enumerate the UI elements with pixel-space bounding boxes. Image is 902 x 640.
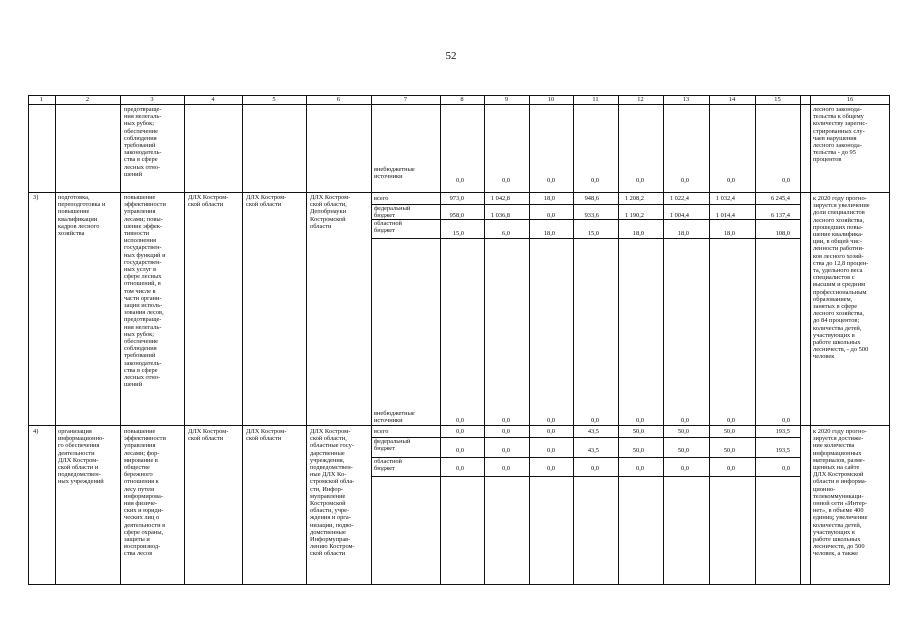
header-cell: 5	[272, 96, 276, 103]
col-divider	[573, 95, 574, 585]
col-divider	[242, 95, 243, 585]
col-divider	[371, 95, 372, 585]
row4-value: 0,0	[502, 428, 510, 435]
col-divider	[618, 95, 619, 585]
col-divider	[800, 95, 801, 585]
cont-value: 0,0	[547, 177, 555, 184]
row4-coexecutor: ДЛХ Костром- ской области	[246, 428, 287, 443]
row3-coexecutor: ДЛХ Костром- ской области	[246, 194, 287, 209]
row-divider	[28, 192, 890, 193]
header-cell: 10	[547, 96, 555, 103]
row3-value: 0,0	[591, 417, 599, 424]
row3-value: 6 137,4	[770, 212, 790, 219]
row4-value: 0,0	[547, 447, 555, 454]
row3-source-label: всего	[374, 195, 389, 202]
col-divider	[755, 95, 756, 585]
row3-value: 948,6	[584, 195, 599, 202]
row3-value: 0,0	[502, 417, 510, 424]
cont-value: 0,0	[456, 177, 464, 184]
header-cell: 12	[637, 96, 644, 103]
row4-activity: организация информационно- го обеспечения деятельности ДЛХ Костром- ской области и подведомствен- ных учреждений	[58, 428, 105, 486]
row3-value: 18,0	[723, 230, 735, 237]
row4-value: 0,0	[547, 465, 555, 472]
row3-value: 18,0	[677, 230, 689, 237]
col-divider	[306, 95, 307, 585]
header-cell: 16	[846, 96, 854, 103]
col-divider	[529, 95, 530, 585]
row3-value: 1 208,2	[624, 195, 644, 202]
row4-value: 50,0	[632, 428, 644, 435]
subrow-divider	[371, 204, 800, 205]
col-divider	[484, 95, 485, 585]
header-cell: 11	[592, 96, 599, 103]
cont-objective: предотвраще- ния нелегаль- ных рубок; обеспечение соблюдения требований законодатель- ства в сфере лесных отно- шений	[124, 106, 162, 178]
row4-source-label: всего	[374, 428, 389, 435]
row4-value: 0,0	[456, 465, 464, 472]
cont-value: 0,0	[727, 177, 735, 184]
row4-value: 0,0	[456, 447, 464, 454]
row3-value: 1 014,4	[715, 212, 735, 219]
row3-value: 933,6	[584, 212, 599, 219]
row3-value: 0,0	[782, 417, 790, 424]
row4-source-label: федеральный бюджет	[374, 438, 411, 453]
row3-value: 0,0	[636, 417, 644, 424]
row3-value: 0,0	[547, 212, 555, 219]
row4-value: 0,0	[591, 465, 599, 472]
header-cell: 13	[682, 96, 690, 103]
row3-activity: подготовка, переподготовка и повышение квалификации кадров лесного хозяйства	[58, 194, 106, 238]
header-cell: 15	[774, 96, 781, 103]
cont-value: 0,0	[681, 177, 689, 184]
row3-value: 958,0	[449, 212, 464, 219]
header-cell: 2	[85, 96, 90, 103]
row4-value: 0,0	[502, 465, 510, 472]
col-divider	[709, 95, 710, 585]
header-cell: 9	[504, 96, 509, 103]
row3-value: 1 032,4	[715, 195, 735, 202]
cont-value: 0,0	[636, 177, 644, 184]
header-cell: 4	[211, 96, 215, 103]
row4-source-label: областной бюджет	[374, 458, 402, 473]
subrow-divider	[371, 476, 800, 477]
row4-value: 50,0	[723, 447, 735, 454]
row3-value: 15,0	[452, 230, 464, 237]
header-cell: 1	[39, 96, 44, 103]
row3-value: 18,0	[632, 230, 644, 237]
row3-value: 0,0	[456, 417, 464, 424]
row4-value: 43,5	[587, 428, 599, 435]
cont-source: внебюджетные источники	[374, 166, 415, 181]
row3-participants: ДЛХ Костром- ской области, Депобрнауки Костромской области	[310, 194, 351, 230]
row4-value: 50,0	[677, 428, 689, 435]
page-number: 52	[445, 50, 457, 62]
col-divider	[120, 95, 121, 585]
row3-source-label: федеральный бюджет	[374, 205, 411, 220]
row3-value: 1 004,4	[669, 212, 689, 219]
row3-number: 3)	[33, 194, 39, 201]
row3-source-label: внебюджетные источники	[374, 410, 415, 425]
row4-value: 50,0	[632, 447, 644, 454]
row4-objective: повышение эффективности управления лесами; фор- мирование в обществе бережного отношения к лесу путем информирова- ния физиче- ских и юриди- ческих лиц о деятельности в сфере охраны, защиты и воспроизвод- ства лесов	[124, 428, 166, 558]
row4-value: 0,0	[636, 465, 644, 472]
row3-value: 18,0	[543, 230, 555, 237]
cont-value: 0,0	[591, 177, 599, 184]
row3-value: 973,0	[449, 195, 464, 202]
row3-value: 0,0	[727, 417, 735, 424]
row3-value: 1 042,8	[490, 195, 510, 202]
row4-value: 50,0	[677, 447, 689, 454]
row4-value: 0,0	[782, 465, 790, 472]
row3-value: 1 036,8	[490, 212, 510, 219]
header-cell: 7	[403, 96, 408, 103]
row4-result: к 2020 году прогно- зируется достиже- ние количества информационных материалов, разме- щенных на сайте ДЛХ Костромской области в информа- ционно- телекоммуникаци- онной сети «Интер- нет», в объеме 400 единиц; увеличение количества детей, участвующих в работе школьных лесничеств, до 500 человек, а также	[813, 428, 868, 558]
row4-value: 0,0	[456, 428, 464, 435]
col-divider	[810, 95, 811, 585]
row3-value: 108,0	[775, 230, 790, 237]
header-cell: 3	[150, 96, 154, 103]
col-divider	[663, 95, 664, 585]
row4-number: 4)	[33, 428, 39, 435]
row3-value: 6,0	[502, 230, 510, 237]
row4-value: 193,5	[775, 447, 790, 454]
row4-value: 43,5	[587, 447, 599, 454]
row3-value: 0,0	[547, 417, 555, 424]
row3-value: 0,0	[681, 417, 689, 424]
col-divider	[184, 95, 185, 585]
row4-executor: ДЛХ Костром- ской области	[188, 428, 229, 443]
row4-value: 0,0	[681, 465, 689, 472]
subrow-divider	[371, 238, 800, 239]
row3-result: к 2020 году прогно- зируется увеличение доли специалистов лесного хозяйства, прошедших повы- шение квалифика- ции, в общей чис- ленности работни- ков лесного хозяй- ства до 12,8 процен- та, удельного веса специалистов с высшим и средним профессиональным образованием, занятых в сфере лесного хозяйства, до 84 процентов; количества детей, участвующих в работе школьных лесничеств, - до 500 человек	[813, 195, 870, 361]
row-divider	[28, 425, 890, 426]
col-divider	[55, 95, 56, 585]
row3-source-label: областной бюджет	[374, 220, 402, 235]
row3-objective: повышение эффективности управления лесами; повы- шение эффек- тивности исполнения государствен- ных функций и государствен- ных услуг в сфере лесных отношений, в том числе в части органи- зации исполь- зования лесов, предотвраще- ния нелегаль- ных рубок; обеспечение соблюдения требований законодатель- ства в сфере лесных отно- шений	[124, 194, 166, 389]
row4-value: 0,0	[727, 465, 735, 472]
subrow-divider	[371, 437, 800, 438]
header-cell: 14	[728, 96, 736, 103]
header-cell: 8	[460, 96, 464, 103]
row4-value: 193,5	[775, 428, 790, 435]
cont-value: 0,0	[502, 177, 510, 184]
row4-participants: ДЛХ Костром- ской области, областные госу- дарственные учреждения, подведомствен- ные ДЛХ Ко- стромской обла- сти, Инфор- муправление Костромской области, учре- ждения и орга- низации, подво- домственные Информуправ- лению Костром- ской области	[310, 428, 355, 558]
row4-value: 50,0	[723, 428, 735, 435]
header-cell: 6	[336, 96, 341, 103]
row3-value: 18,0	[543, 195, 555, 202]
row4-value: 0,0	[547, 428, 555, 435]
row3-executor: ДЛХ Костром- ской области	[188, 194, 229, 209]
col-divider	[440, 95, 441, 585]
subrow-divider	[371, 457, 800, 458]
row3-value: 6 245,4	[770, 195, 790, 202]
row3-value: 15,0	[587, 230, 599, 237]
cont-result: лесного законода- тельства к общему количеству зарегис- стрированных слу- чаев нарушения лесного законода- тельства - до 95 процентов	[813, 106, 868, 164]
row4-value: 0,0	[502, 447, 510, 454]
cont-value: 0,0	[782, 177, 790, 184]
row3-value: 1 022,4	[669, 195, 689, 202]
row3-value: 1 190,2	[624, 212, 644, 219]
